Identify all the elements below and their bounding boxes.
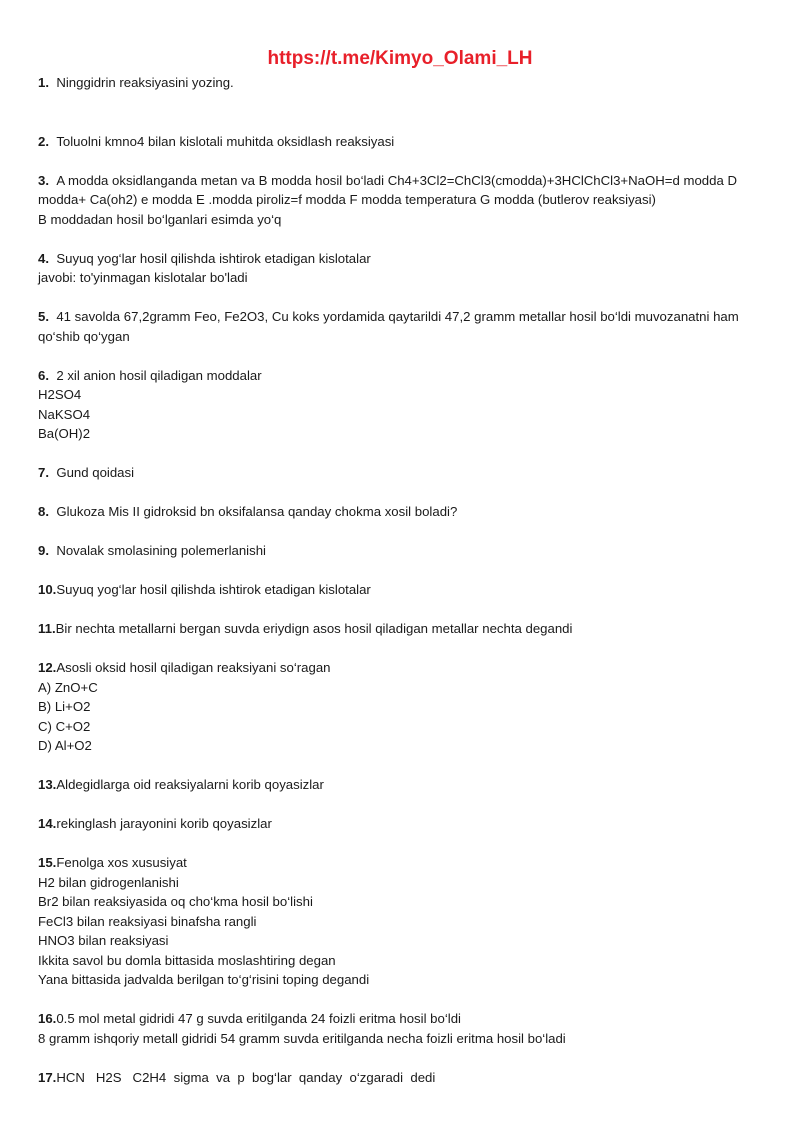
answer-line: HNO3 bilan reaksiyasi [38, 933, 169, 948]
answer-line: Ba(OH)2 [38, 426, 91, 441]
question-text: Asosli oksid hosil qiladigan reaksiyani so‘ragan [56, 660, 331, 675]
answer-line: 8 gramm ishqoriy metall gidridi 54 gramm suvda eritilganda necha foizli eritma hosil bo‘ladi [38, 1030, 566, 1046]
question-11 [38, 619, 762, 639]
answer-line: B moddadan hosil bo‘lganlari esimda yo‘q [38, 211, 282, 227]
question-text: Gund qoidasi [56, 465, 135, 480]
answer-line: javobi: to'yinmagan kislotalar bo'ladi [38, 270, 248, 285]
question-number: 5. [38, 309, 49, 324]
question-15 [38, 853, 762, 990]
question-number: 4. [38, 250, 49, 266]
option-a: A) ZnO+C [38, 679, 98, 695]
answer-line: H2 bilan gidrogenlanishi [38, 874, 179, 890]
question-number: 14. [38, 816, 57, 831]
question-number: 10. [38, 582, 57, 597]
question-text: rekinglash jarayonini korib qoyasizlar [56, 816, 272, 831]
question-5 [38, 307, 762, 346]
question-text: 2 xil anion hosil qiladigan moddalar [56, 367, 262, 383]
question-1 [38, 73, 762, 93]
question-10 [38, 580, 762, 600]
question-6 [38, 366, 762, 444]
telegram-link[interactable]: https://t.me/Kimyo_Olami_LH [267, 48, 533, 69]
answer-line: Br2 bilan reaksiyasida oq cho‘kma hosil bo‘lishi [38, 894, 313, 909]
question-text: 41 savolda 67,2gramm Feo, Fe2O3, Cu koks yordamida qaytarildi 47,2 gramm metallar hosil bo‘ldi muvozanatni ham qo‘shib qo‘ygan [38, 309, 739, 344]
question-text: Suyuq yog‘lar hosil qilishda ishtirok etadigan kislotalar [56, 582, 371, 597]
question-text: 0.5 mol metal gidridi 47 g suvda eritilganda 24 foizli eritma hosil bo‘ldi [56, 1011, 461, 1026]
question-number: 12. [38, 660, 57, 675]
question-text: Suyuq yog‘lar hosil qilishda ishtirok etadigan kislotalar [56, 250, 371, 266]
question-number: 6. [38, 367, 49, 383]
question-2 [38, 132, 762, 152]
question-number: 7. [38, 465, 49, 480]
question-text: Bir nechta metallarni bergan suvda eriydign asos hosil qiladigan metallar nechta degandi [55, 621, 573, 636]
question-17 [38, 1068, 762, 1088]
question-3 [38, 171, 762, 230]
question-number: 17. [38, 1069, 57, 1085]
question-14 [38, 814, 762, 834]
question-text: Fenolga xos xususiyat [56, 855, 187, 870]
questions-list [38, 73, 762, 1087]
question-text: Ninggidrin reaksiyasini yozing. [56, 75, 234, 90]
answer-line: Yana bittasida jadvalda berilgan to‘g‘risini toping degandi [38, 972, 370, 987]
option-b: B) Li+O2 [38, 699, 91, 714]
question-number: 13. [38, 777, 57, 792]
question-text: Novalak smolasining polemerlanishi [56, 543, 266, 558]
question-text: HCN H2S C2H4 sigma va p bog‘lar qanday o‘zgaradi dedi [56, 1069, 436, 1085]
answer-line: H2SO4 [38, 387, 82, 402]
question-number: 16. [38, 1011, 57, 1026]
question-number: 9. [38, 543, 49, 558]
answer-line: NaKSO4 [38, 406, 91, 422]
question-number: 11. [38, 621, 56, 636]
question-4 [38, 249, 762, 288]
question-16 [38, 1009, 762, 1048]
question-9 [38, 541, 762, 561]
question-number: 15. [38, 855, 57, 870]
answer-line: FeCl3 bilan reaksiyasi binafsha rangli [38, 913, 257, 929]
question-text: Toluolni kmno4 bilan kislotali muhitda oksidlash reaksiyasi [56, 133, 395, 149]
question-7 [38, 463, 762, 483]
question-text: Glukoza Mis II gidroksid bn oksifalansa qanday chokma xosil boladi? [56, 504, 458, 519]
question-13 [38, 775, 762, 795]
question-text: Aldegidlarga oid reaksiyalarni korib qoyasizlar [56, 777, 324, 792]
question-8 [38, 502, 762, 522]
question-number: 1. [38, 75, 49, 90]
question-number: 2. [38, 133, 49, 149]
question-number: 3. [38, 172, 49, 188]
answer-line: Ikkita savol bu domla bittasida moslashtiring degan [38, 952, 336, 968]
option-c: C) C+O2 [38, 718, 91, 734]
option-d: D) Al+O2 [38, 738, 92, 753]
question-number: 8. [38, 504, 49, 519]
question-12 [38, 658, 762, 756]
question-text: A modda oksidlanganda metan va B modda hosil bo‘ladi Ch4+3Cl2=ChCl3(cmodda)+3HClChCl3+NaOH=d modda D modda+ Ca(oh2) e modda E .modda piroliz=f modda F modda temperatura G modda (butlerov reaksiyasi) [38, 172, 737, 207]
